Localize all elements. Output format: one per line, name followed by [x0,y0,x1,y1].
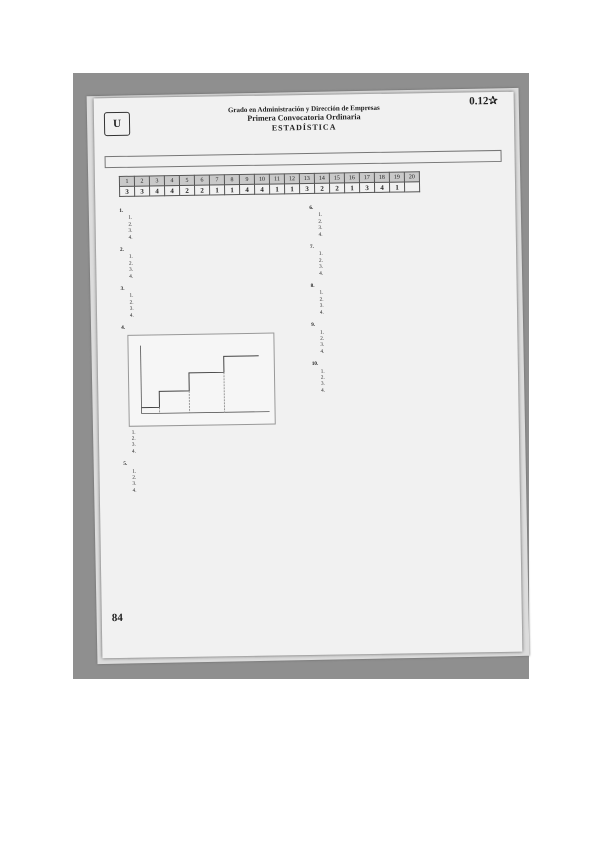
answer-grid-number: 10 [254,174,269,184]
question-5: 5. 1. 2. 3. 4. [123,458,313,494]
answer-grid-answer: 1 [210,185,225,195]
exam-session: Primera Convocatoria Ordinaria [247,112,361,123]
answer-grid-answer: 1 [344,183,359,193]
question-4: 4. 1. 2. 3. 4. [121,322,313,455]
answer-grid-answer: 4 [374,182,389,192]
answer-grid-number: 19 [389,172,404,182]
page-number: 84 [111,611,123,625]
answer-grid-answer: 3 [120,186,135,196]
student-info-row [105,150,502,168]
answer-grid-answer: 4 [165,185,180,195]
answer-grid-number: 16 [344,173,359,183]
subject-title: ESTADÍSTICA [271,122,337,133]
answer-grid-number: 1 [119,176,134,186]
question-8: 8. 1. 2. 3. 4. [311,280,501,316]
university-logo: U [104,112,130,136]
question-2: 2. 1. 2. 3. 4. [120,244,310,280]
answer-grid-answer: 2 [195,185,210,195]
step-chart-svg [128,333,274,425]
question-3: 3. 1. 2. 3. 4. [121,283,311,319]
degree-title: Grado en Administración y Dirección de Empresas [227,103,380,115]
answer-grid-answer: 2 [180,185,195,195]
answer-grid-number: 6 [194,175,209,185]
answer-grid-answer: 3 [135,186,150,196]
answer-grid-number: 15 [329,173,344,183]
question-6: 6. 1. 2. 3. 4. [309,202,499,238]
answer-grid-number: 5 [179,175,194,185]
exam-code: 0.12✰ [469,94,498,108]
answer-grid-answer: 3 [299,183,314,193]
answer-grid-answer: 3 [359,182,374,192]
answer-grid-answer: 2 [314,183,329,193]
answer-grid-answer: 1 [225,185,240,195]
answer-grid [119,171,420,197]
answer-grid-number: 9 [239,174,254,184]
question-1: 1. 1. 2. 3. 4. [119,205,309,241]
question-7: 7. 1. 2. 3. 4. [310,241,500,277]
answer-grid-number: 12 [284,174,299,184]
answer-grid-number: 11 [269,174,284,184]
answer-grid-answer: 4 [240,184,255,194]
answer-grid-answer: 2 [329,183,344,193]
answer-grid-number: 13 [299,173,314,183]
questions-left-column [119,205,314,500]
answer-grid-number: 8 [224,175,239,185]
question-4-chart [127,332,275,426]
questions-right-column [309,202,502,400]
answer-grid-answer: 1 [284,184,299,194]
answer-grid-number: 2 [134,176,149,186]
answer-grid-number: 4 [164,175,179,185]
answer-grid-number: 20 [404,172,419,182]
answer-grid-number: 14 [314,173,329,183]
answer-grid-number: 7 [209,175,224,185]
answer-grid-number: 3 [149,176,164,186]
answer-grid-answer: 1 [389,182,404,192]
answer-grid-answer: 1 [269,184,284,194]
answer-grid-answer [404,182,419,192]
question-10: 10. 1. 2. 3. 4. [312,358,502,394]
answer-grid-answer: 4 [254,184,269,194]
answer-grid-number: 17 [359,172,374,182]
answer-grid-number: 18 [374,172,389,182]
exam-sheet [94,92,523,659]
answer-grid-answer: 4 [150,186,165,196]
question-9: 9. 1. 2. 3. 4. [311,319,501,355]
